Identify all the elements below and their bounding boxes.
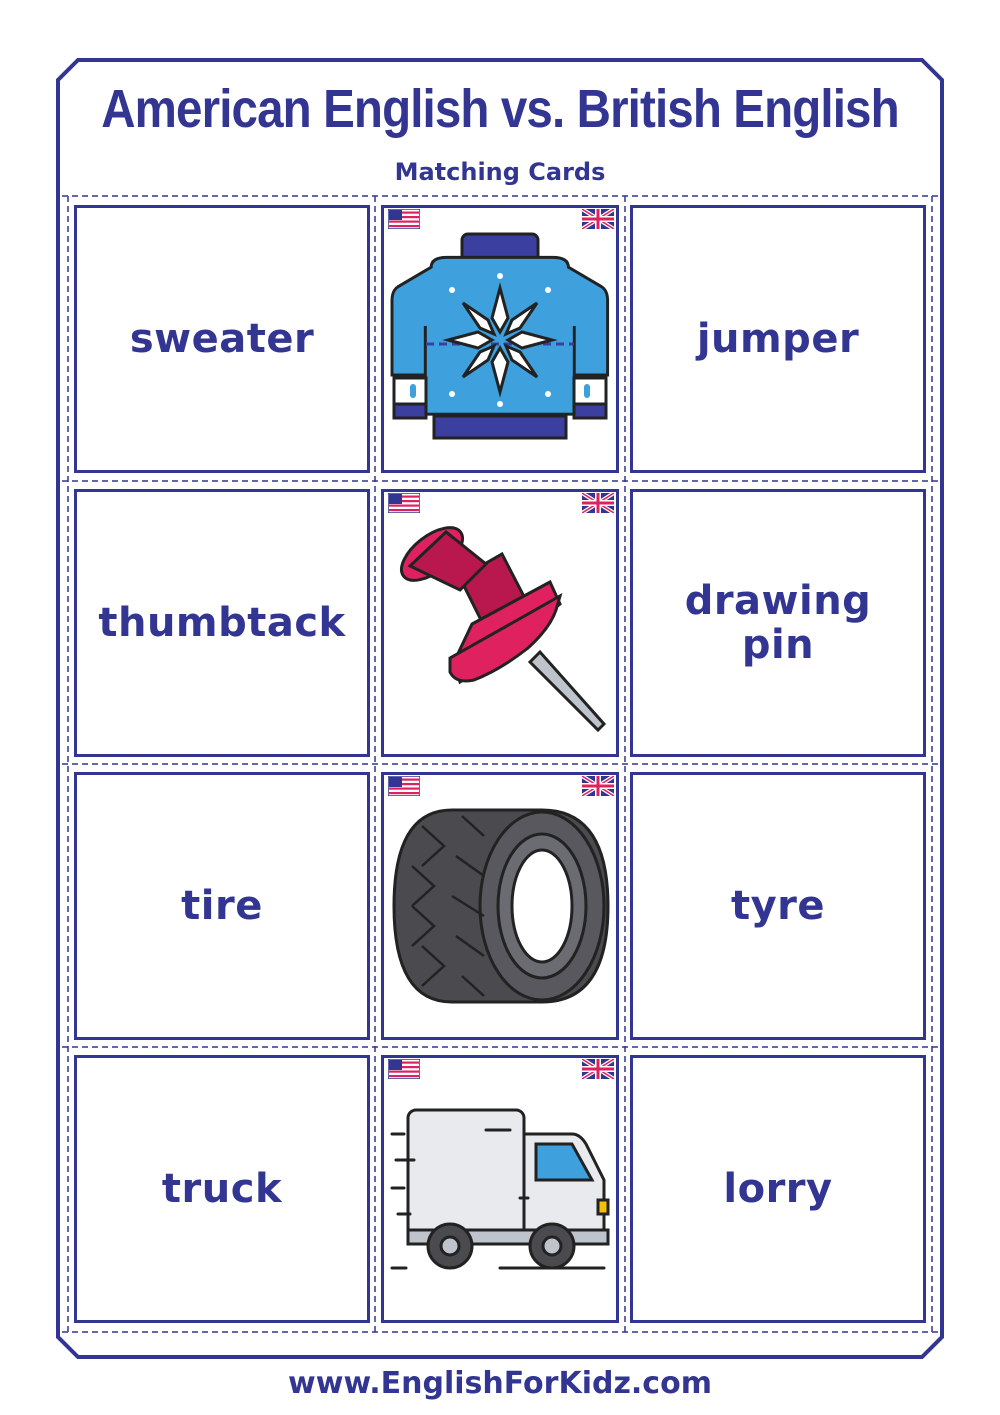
american-word: tire	[181, 883, 263, 929]
tire-icon	[392, 806, 610, 1006]
page-subtitle: Matching Cards	[394, 158, 606, 186]
us-flag-icon	[388, 493, 420, 513]
american-word-card	[74, 1055, 370, 1323]
american-word-card	[74, 205, 370, 473]
american-word: thumbtack	[98, 600, 346, 646]
truck-icon	[390, 1104, 612, 1272]
us-flag-icon	[388, 1059, 420, 1079]
american-word: sweater	[129, 316, 315, 362]
thumbtack-icon	[390, 512, 612, 734]
british-word-card	[630, 1055, 926, 1323]
us-flag-icon	[388, 209, 420, 229]
british-word-card	[630, 772, 926, 1040]
uk-flag-icon	[582, 1059, 614, 1079]
british-word-card	[630, 205, 926, 473]
uk-flag-icon	[582, 209, 614, 229]
american-word: truck	[161, 1166, 283, 1212]
uk-flag-icon	[582, 493, 614, 513]
british-word: lorry	[723, 1166, 833, 1212]
british-word: drawing pin	[684, 578, 872, 668]
american-word-card	[74, 772, 370, 1040]
page-title: American English vs. British English	[101, 79, 899, 139]
us-flag-icon	[388, 776, 420, 796]
sweater-icon	[390, 228, 610, 448]
uk-flag-icon	[582, 776, 614, 796]
british-word-card	[630, 489, 926, 757]
british-word: jumper	[696, 316, 860, 362]
footer-url[interactable]: www.EnglishForKidz.com	[288, 1366, 712, 1401]
american-word-card	[74, 489, 370, 757]
british-word: tyre	[730, 883, 826, 929]
